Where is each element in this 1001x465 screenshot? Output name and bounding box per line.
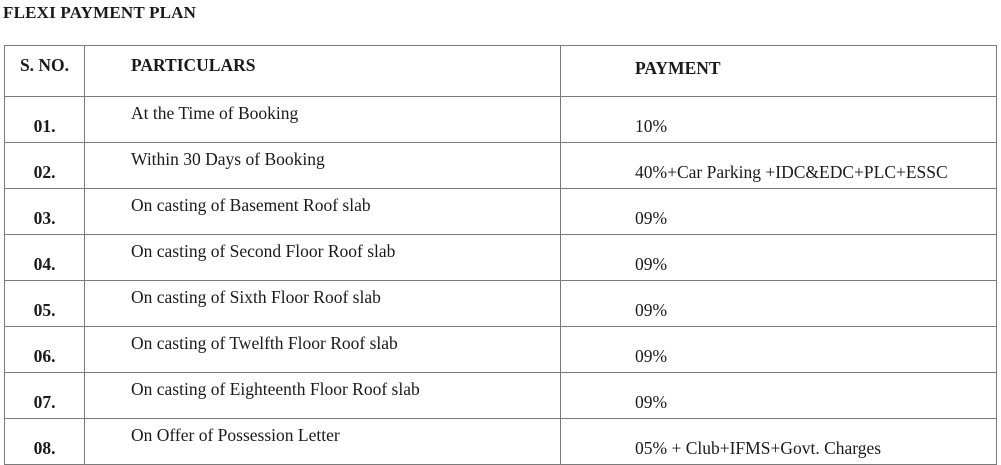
row-payment: 09% [561, 327, 997, 373]
table-row [5, 419, 997, 465]
column-header-particulars: PARTICULARS [85, 46, 561, 97]
row-payment: 09% [561, 189, 997, 235]
row-sno: 05. [5, 281, 85, 327]
payment-plan-table [4, 45, 997, 465]
row-sno: 02. [5, 143, 85, 189]
row-payment: 10% [561, 97, 997, 143]
table-row [5, 327, 997, 373]
column-header-sno: S. NO. [5, 46, 85, 97]
row-particular: On casting of Eighteenth Floor Roof slab [85, 373, 561, 419]
row-sno: 06. [5, 327, 85, 373]
row-payment: 09% [561, 281, 997, 327]
row-particular: On casting of Twelfth Floor Roof slab [85, 327, 561, 373]
row-payment: 05% + Club+IFMS+Govt. Charges [561, 419, 997, 465]
row-payment: 40%+Car Parking +IDC&EDC+PLC+ESSC [561, 143, 997, 189]
row-particular: At the Time of Booking [85, 97, 561, 143]
row-sno: 01. [5, 97, 85, 143]
table-header-row [5, 46, 997, 97]
table-row [5, 143, 997, 189]
table-row [5, 235, 997, 281]
row-sno: 04. [5, 235, 85, 281]
row-particular: On casting of Second Floor Roof slab [85, 235, 561, 281]
table-row [5, 189, 997, 235]
table-row [5, 281, 997, 327]
row-sno: 08. [5, 419, 85, 465]
row-particular: On casting of Sixth Floor Roof slab [85, 281, 561, 327]
page-title: FLEXI PAYMENT PLAN [3, 3, 197, 22]
row-particular: On casting of Basement Roof slab [85, 189, 561, 235]
row-particular: On Offer of Possession Letter [85, 419, 561, 465]
table-row [5, 373, 997, 419]
row-sno: 03. [5, 189, 85, 235]
table-row [5, 97, 997, 143]
row-sno: 07. [5, 373, 85, 419]
row-payment: 09% [561, 235, 997, 281]
row-payment: 09% [561, 373, 997, 419]
column-header-payment: PAYMENT [561, 46, 997, 97]
row-particular: Within 30 Days of Booking [85, 143, 561, 189]
